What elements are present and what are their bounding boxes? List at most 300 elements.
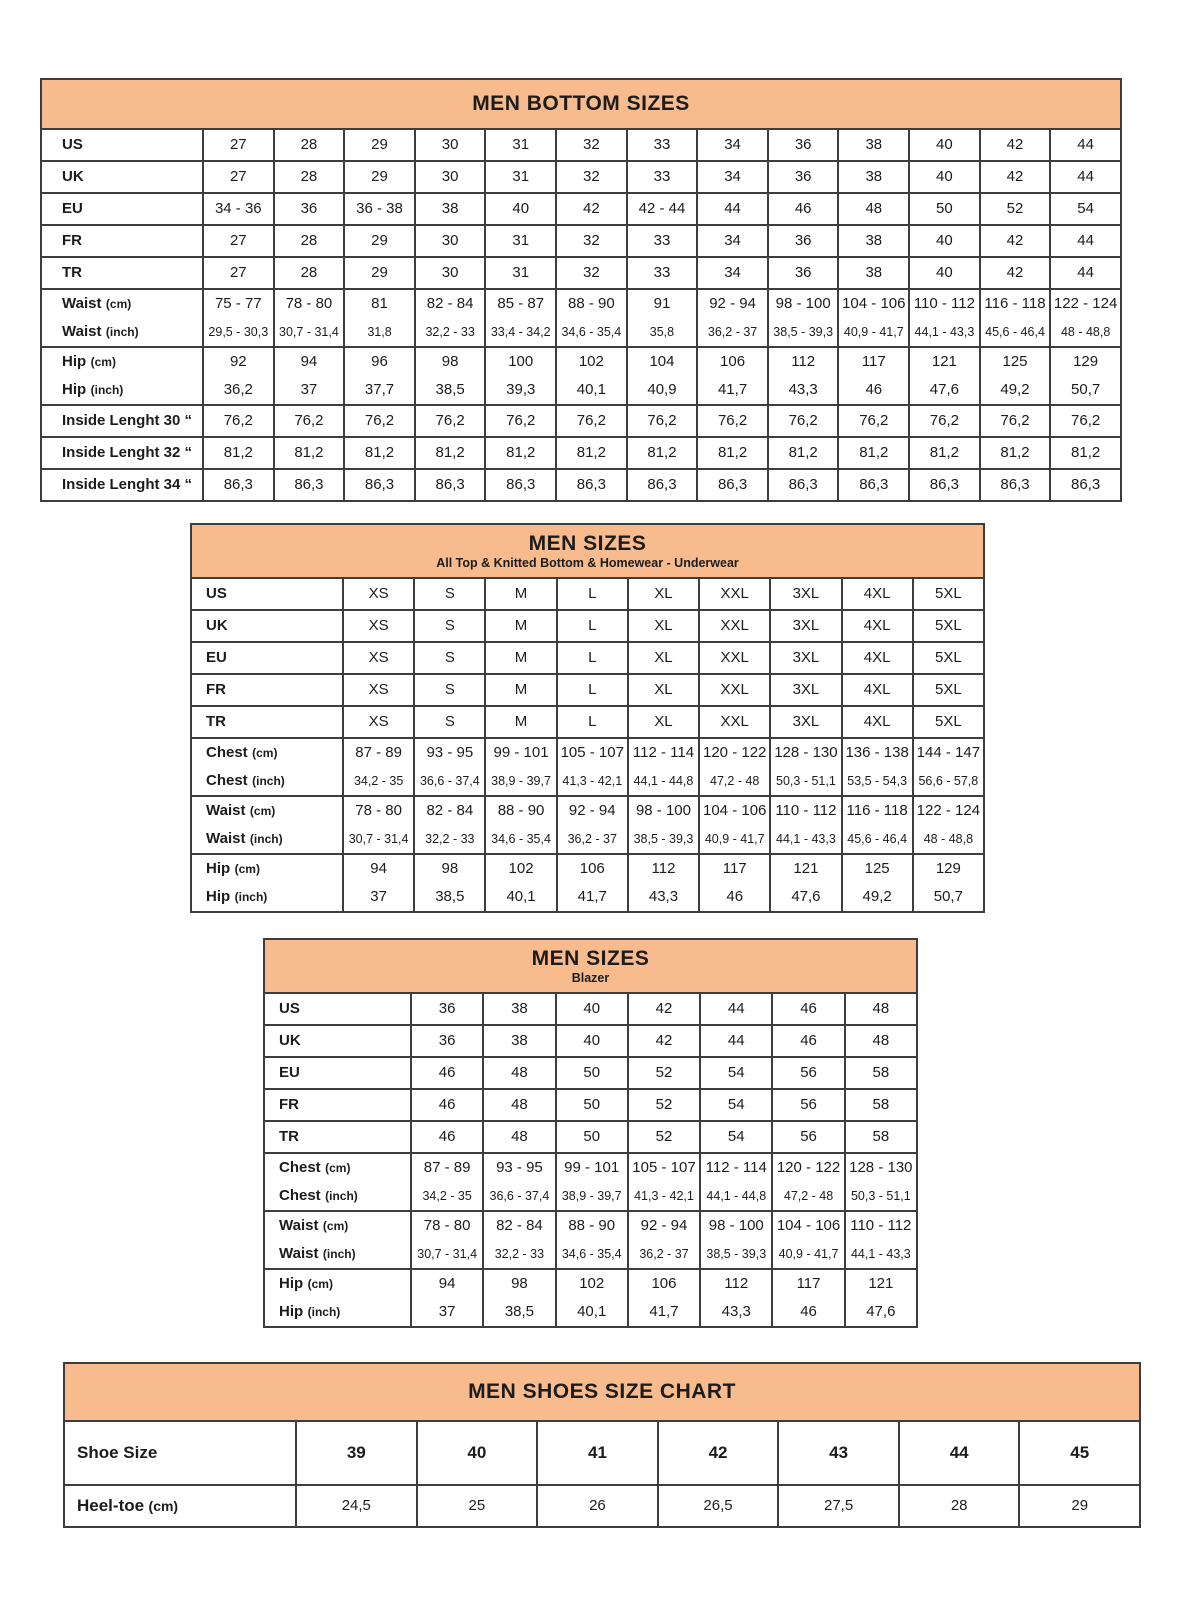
cell-value: 81,2 bbox=[294, 444, 324, 461]
cell-value: 29 bbox=[371, 136, 388, 153]
row-label-text: Chest bbox=[206, 772, 248, 789]
table-column-cell bbox=[699, 1212, 771, 1268]
table-column-cell bbox=[979, 348, 1050, 404]
table-section bbox=[265, 1268, 916, 1326]
cell-value: XL bbox=[654, 713, 673, 730]
table-column-cell bbox=[771, 1090, 843, 1120]
row-label bbox=[62, 348, 202, 376]
cell-value: 38 bbox=[441, 200, 459, 217]
cell-value: 39,3 bbox=[506, 381, 536, 398]
men-sizes-blazer-table bbox=[263, 938, 918, 1328]
table-subtitle: All Top & Knitted Bottom & Homewear - Underwear bbox=[436, 555, 739, 570]
cell-value: 102 bbox=[578, 353, 604, 370]
table-column-cell bbox=[555, 994, 627, 1024]
table-column-cell bbox=[844, 1090, 916, 1120]
cell-value: 41,3 - 42,1 bbox=[562, 774, 623, 788]
table-column-cell bbox=[1018, 1486, 1139, 1526]
table-column-cell bbox=[769, 739, 840, 795]
table-section bbox=[42, 160, 1120, 192]
cell-value: 94 bbox=[300, 353, 318, 370]
cell-value: 26,5 bbox=[703, 1497, 733, 1514]
cell-value: S bbox=[444, 649, 455, 666]
table-column-cell bbox=[343, 470, 414, 500]
cell-value: 144 - 147 bbox=[916, 744, 981, 761]
cell-value: 92 - 94 bbox=[709, 295, 756, 312]
table-column-cell bbox=[410, 1212, 482, 1268]
cell-value: 82 - 84 bbox=[426, 802, 474, 819]
cell-value: 112 - 114 bbox=[705, 1159, 767, 1176]
table-column-cell bbox=[626, 438, 697, 468]
cell-value: 46 bbox=[800, 1000, 817, 1017]
cell-value: 81 bbox=[371, 295, 388, 312]
row-label bbox=[279, 1090, 410, 1120]
cell-value: 5XL bbox=[935, 649, 962, 666]
table-column-cell bbox=[482, 1212, 554, 1268]
cell-value: 86,3 bbox=[929, 476, 959, 493]
cell-value: 88 - 90 bbox=[497, 802, 545, 819]
row-label bbox=[206, 797, 342, 825]
table-column-cell bbox=[696, 258, 767, 288]
table-column-cell bbox=[342, 611, 413, 641]
cell-value: 58 bbox=[872, 1096, 890, 1113]
table-column-cell bbox=[484, 855, 555, 911]
cell-value: 98 bbox=[441, 860, 459, 877]
row-label bbox=[206, 883, 342, 911]
table-column-cell bbox=[898, 1486, 1019, 1526]
cell-value: 30 bbox=[441, 232, 459, 249]
table-column-cell bbox=[410, 1122, 482, 1152]
row-label bbox=[279, 1298, 410, 1326]
cell-value: 47,2 - 48 bbox=[710, 774, 760, 788]
cell-value: 38,9 - 39,7 bbox=[491, 774, 551, 788]
table-column-cell bbox=[767, 258, 838, 288]
cell-value: 43 bbox=[829, 1443, 849, 1462]
table-column-cell bbox=[696, 226, 767, 256]
table-column-cell bbox=[844, 994, 916, 1024]
cell-value: XXL bbox=[720, 681, 749, 698]
row-label-cell bbox=[192, 855, 342, 911]
table-section bbox=[42, 404, 1120, 436]
cell-value: M bbox=[514, 713, 528, 730]
row-label-cell bbox=[42, 438, 202, 468]
table-column-cell bbox=[343, 290, 414, 346]
cell-value: 86,3 bbox=[364, 476, 395, 493]
cell-value: 75 - 77 bbox=[214, 295, 262, 312]
table-column-cell bbox=[769, 579, 840, 609]
cell-value: 41,7 bbox=[649, 1303, 679, 1320]
row-label-text: Waist bbox=[279, 1217, 319, 1234]
cell-value: 54 bbox=[1077, 200, 1094, 217]
cell-value: 42 bbox=[655, 1000, 673, 1017]
row-label-text: FR bbox=[62, 232, 82, 249]
table-column-cell bbox=[626, 130, 697, 160]
cell-value: 46 bbox=[438, 1128, 456, 1145]
cell-value: 36 bbox=[438, 1000, 456, 1017]
table-column-cell bbox=[1049, 470, 1120, 500]
table-column-cell bbox=[837, 406, 908, 436]
cell-value: 49,2 bbox=[862, 888, 892, 905]
table-column-cell bbox=[555, 1090, 627, 1120]
cell-value: 27 bbox=[229, 136, 247, 153]
table-column-cell bbox=[555, 194, 626, 224]
cell-value: 34,2 - 35 bbox=[353, 774, 404, 788]
table-column-cell bbox=[413, 579, 484, 609]
cell-value: 34 bbox=[724, 264, 741, 281]
table-column-cell bbox=[627, 1154, 699, 1210]
row-label bbox=[279, 1122, 410, 1152]
table-column-cell bbox=[555, 1122, 627, 1152]
cell-value: 46 bbox=[438, 1096, 456, 1113]
cell-value: 38 bbox=[865, 168, 883, 185]
cell-value: 28 bbox=[950, 1497, 968, 1514]
table-column-cell bbox=[698, 675, 769, 705]
cell-value: 86,3 bbox=[435, 476, 465, 493]
cell-value: 43,3 bbox=[788, 381, 818, 398]
table-section bbox=[65, 1484, 1139, 1526]
table-column-cell bbox=[484, 130, 555, 160]
row-label-text: Hip bbox=[206, 888, 231, 905]
cell-value: 46 bbox=[800, 1303, 817, 1320]
cell-value: 44 bbox=[724, 200, 741, 217]
table-column-cell bbox=[626, 290, 697, 346]
table-column-cell bbox=[627, 1090, 699, 1120]
cell-value: 56 bbox=[800, 1128, 817, 1145]
table-column-cell bbox=[908, 258, 979, 288]
table-column-cell bbox=[555, 1154, 627, 1210]
cell-value: 47,2 - 48 bbox=[783, 1189, 834, 1203]
row-label-text: Hip bbox=[62, 381, 87, 398]
cell-value: 3XL bbox=[792, 681, 820, 698]
row-label-cell bbox=[42, 348, 202, 404]
table-column-cell bbox=[627, 994, 699, 1024]
row-label-text: TR bbox=[62, 264, 82, 281]
cell-value: 117 bbox=[796, 1275, 821, 1292]
cell-value: 31 bbox=[512, 168, 530, 185]
table-column-cell bbox=[555, 130, 626, 160]
table-column-cell bbox=[413, 855, 484, 911]
table-column-cell bbox=[908, 130, 979, 160]
cell-value: 52 bbox=[655, 1096, 673, 1113]
cell-value: 47,6 bbox=[866, 1303, 896, 1320]
table-column-cell bbox=[908, 290, 979, 346]
cell-value: 40,1 bbox=[577, 1303, 607, 1320]
cell-value: M bbox=[514, 649, 528, 666]
table-column-cell bbox=[273, 194, 344, 224]
cell-value: 38,5 - 39,3 bbox=[633, 832, 694, 846]
row-label bbox=[206, 611, 342, 641]
cell-value: 37 bbox=[370, 888, 387, 905]
cell-value: 48 bbox=[511, 1128, 528, 1145]
cell-value: 50 bbox=[583, 1064, 601, 1081]
cell-value: 98 - 100 bbox=[635, 802, 691, 819]
table-section bbox=[192, 673, 983, 705]
row-label-unit: (inch) bbox=[325, 1189, 358, 1203]
cell-value: 27 bbox=[229, 232, 247, 249]
cell-value: 48 bbox=[511, 1064, 528, 1081]
table-title-bar bbox=[192, 525, 983, 579]
row-label-text: Waist bbox=[62, 295, 102, 312]
table-column-cell bbox=[556, 739, 627, 795]
cell-value: 52 bbox=[655, 1064, 673, 1081]
cell-value: 5XL bbox=[935, 713, 962, 730]
table-column-cell bbox=[416, 1486, 537, 1526]
cell-value: 76,2 bbox=[647, 412, 677, 429]
cell-value: 36 - 38 bbox=[356, 200, 403, 217]
cell-value: 40,1 bbox=[576, 381, 606, 398]
row-label-text: Chest bbox=[279, 1159, 321, 1176]
table-column-cell bbox=[767, 348, 838, 404]
cell-value: 81,2 bbox=[364, 444, 395, 461]
table-column-cell bbox=[771, 1270, 843, 1326]
row-label-cell bbox=[192, 611, 342, 641]
cell-value: 44,1 - 44,8 bbox=[706, 1189, 767, 1203]
cell-value: 46 bbox=[726, 888, 744, 905]
table-section bbox=[265, 994, 916, 1024]
table-column-cell bbox=[342, 855, 413, 911]
table-column-cell bbox=[414, 162, 485, 192]
table-column-cell bbox=[979, 194, 1050, 224]
cell-value: 98 - 100 bbox=[708, 1217, 764, 1234]
cell-value: 34 bbox=[724, 168, 741, 185]
table-section bbox=[42, 346, 1120, 404]
cell-value: 40 bbox=[583, 1032, 601, 1049]
cell-value: 36,6 - 37,4 bbox=[419, 774, 480, 788]
cell-value: XL bbox=[654, 681, 673, 698]
cell-value: 98 - 100 bbox=[775, 295, 831, 312]
cell-value: 104 bbox=[649, 353, 675, 370]
table-column-cell bbox=[343, 258, 414, 288]
cell-value: 88 - 90 bbox=[568, 1217, 616, 1234]
table-column-cell bbox=[767, 226, 838, 256]
table-column-cell bbox=[771, 994, 843, 1024]
table-column-cell bbox=[556, 643, 627, 673]
row-label-text: US bbox=[279, 1000, 300, 1017]
cell-value: 48 bbox=[872, 1032, 890, 1049]
table-column-cell bbox=[912, 611, 983, 641]
row-label-cell bbox=[42, 470, 202, 500]
row-label-text: Inside Lenght 32 “ bbox=[62, 444, 193, 461]
cell-value: 93 - 95 bbox=[426, 744, 474, 761]
cell-value: 98 bbox=[511, 1275, 528, 1292]
cell-value: XS bbox=[368, 617, 389, 634]
cell-value: 106 bbox=[720, 353, 746, 370]
men-sizes-tops-table bbox=[190, 523, 985, 913]
cell-value: 106 bbox=[651, 1275, 677, 1292]
cell-value: 92 - 94 bbox=[640, 1217, 688, 1234]
table-title: MEN SIZES bbox=[531, 946, 650, 970]
table-column-cell bbox=[1049, 438, 1120, 468]
table-column-cell bbox=[556, 579, 627, 609]
cell-value: 102 bbox=[579, 1275, 605, 1292]
table-column-cell bbox=[295, 1486, 416, 1526]
table-column-cell bbox=[627, 1026, 699, 1056]
row-label-unit: (inch) bbox=[234, 890, 268, 904]
table-column-cell bbox=[767, 406, 838, 436]
table-column-cell bbox=[484, 707, 555, 737]
cell-value: 28 bbox=[300, 168, 318, 185]
cell-value: 87 - 89 bbox=[423, 1159, 471, 1176]
table-column-cell bbox=[556, 675, 627, 705]
row-label bbox=[62, 130, 202, 160]
cell-value: 58 bbox=[872, 1064, 890, 1081]
table-column-cell bbox=[841, 707, 912, 737]
row-label-cell bbox=[192, 675, 342, 705]
row-label-cell bbox=[42, 194, 202, 224]
table-column-cell bbox=[343, 162, 414, 192]
cell-value: 81,2 bbox=[929, 444, 959, 461]
cell-value: 38,9 - 39,7 bbox=[561, 1189, 622, 1203]
cell-value: 27 bbox=[229, 168, 247, 185]
cell-value: 36 bbox=[794, 264, 812, 281]
cell-value: 58 bbox=[872, 1128, 890, 1145]
cell-value: 45,6 - 46,4 bbox=[985, 325, 1045, 339]
cell-value: 81,2 bbox=[1071, 444, 1101, 461]
table-column-cell bbox=[413, 675, 484, 705]
cell-value: 76,2 bbox=[576, 412, 606, 429]
table-column-cell bbox=[837, 194, 908, 224]
cell-value: 36,2 bbox=[223, 381, 253, 398]
cell-value: 32 bbox=[583, 232, 600, 249]
cell-value: 86,3 bbox=[859, 476, 889, 493]
table-section bbox=[42, 288, 1120, 346]
cell-value: 116 - 118 bbox=[984, 295, 1046, 312]
cell-value: 38 bbox=[865, 232, 883, 249]
row-label-cell bbox=[42, 162, 202, 192]
table-column-cell bbox=[627, 1058, 699, 1088]
table-column-cell bbox=[844, 1154, 916, 1210]
table-column-cell bbox=[912, 675, 983, 705]
cell-value: 33,4 - 34,2 bbox=[490, 325, 551, 339]
row-label-cell bbox=[192, 739, 342, 795]
table-column-cell bbox=[482, 1090, 554, 1120]
cell-value: 122 - 124 bbox=[1053, 295, 1118, 312]
table-column-cell bbox=[1049, 194, 1120, 224]
cell-value: 42 bbox=[1006, 232, 1024, 249]
cell-value: 40 bbox=[936, 232, 953, 249]
cell-value: 50 bbox=[583, 1128, 601, 1145]
cell-value: 44 bbox=[1077, 264, 1094, 281]
cell-value: S bbox=[444, 713, 455, 730]
cell-value: 32,2 - 33 bbox=[425, 325, 475, 339]
row-label-text: TR bbox=[206, 713, 226, 730]
cell-value: XL bbox=[654, 617, 673, 634]
row-label bbox=[62, 376, 202, 404]
row-label-unit: (cm) bbox=[252, 746, 278, 760]
cell-value: 128 - 130 bbox=[849, 1159, 913, 1176]
cell-value: 43,3 bbox=[721, 1303, 751, 1320]
cell-value: 32,2 - 33 bbox=[494, 1247, 545, 1261]
cell-value: 46 bbox=[438, 1064, 456, 1081]
cell-value: 76,2 bbox=[223, 412, 253, 429]
table-column-cell bbox=[484, 226, 555, 256]
table-column-cell bbox=[555, 1058, 627, 1088]
cell-value: 92 - 94 bbox=[568, 802, 616, 819]
table-column-cell bbox=[908, 162, 979, 192]
table-column-cell bbox=[482, 1058, 554, 1088]
cell-value: 46 bbox=[800, 1032, 817, 1049]
table-column-cell bbox=[1049, 130, 1120, 160]
table-column-cell bbox=[908, 226, 979, 256]
cell-value: 38,5 - 39,3 bbox=[706, 1247, 767, 1261]
table-section bbox=[265, 1024, 916, 1056]
cell-value: 40,9 - 41,7 bbox=[704, 832, 765, 846]
row-label bbox=[279, 1212, 410, 1240]
cell-value: 28 bbox=[300, 264, 318, 281]
cell-value: 44,1 - 43,3 bbox=[850, 1247, 911, 1261]
cell-value: 110 - 112 bbox=[775, 802, 837, 819]
table-column-cell bbox=[202, 406, 273, 436]
table-column-cell bbox=[771, 1122, 843, 1152]
table-column-cell bbox=[626, 226, 697, 256]
table-body bbox=[265, 994, 916, 1326]
cell-value: 34,6 - 35,4 bbox=[561, 325, 622, 339]
cell-value: 76,2 bbox=[859, 412, 889, 429]
cell-value: 42 bbox=[708, 1443, 728, 1462]
row-label-unit: (inch) bbox=[105, 325, 139, 339]
table-column-cell bbox=[837, 438, 908, 468]
row-label-unit: (inch) bbox=[322, 1247, 356, 1261]
table-column-cell bbox=[273, 130, 344, 160]
table-column-cell bbox=[482, 994, 554, 1024]
cell-value: 54 bbox=[727, 1096, 745, 1113]
cell-value: 5XL bbox=[935, 617, 962, 634]
row-label-cell bbox=[42, 258, 202, 288]
cell-value: 32 bbox=[583, 168, 600, 185]
cell-value: 31 bbox=[512, 232, 530, 249]
cell-value: 76,2 bbox=[506, 412, 536, 429]
table-column-cell bbox=[769, 643, 840, 673]
cell-value: 44,1 - 43,3 bbox=[914, 325, 975, 339]
row-label-cell bbox=[65, 1422, 295, 1484]
row-label-cell bbox=[192, 797, 342, 853]
table-column-cell bbox=[626, 470, 697, 500]
table-section bbox=[265, 1152, 916, 1210]
cell-value: 4XL bbox=[863, 649, 891, 666]
cell-value: 50,3 - 51,1 bbox=[850, 1189, 911, 1203]
table-section bbox=[42, 224, 1120, 256]
table-column-cell bbox=[202, 130, 273, 160]
row-label-cell bbox=[265, 994, 410, 1024]
cell-value: 128 - 130 bbox=[774, 744, 838, 761]
table-column-cell bbox=[696, 470, 767, 500]
table-column-cell bbox=[342, 579, 413, 609]
table-column-cell bbox=[769, 855, 840, 911]
table-column-cell bbox=[979, 406, 1050, 436]
cell-value: 121 bbox=[793, 860, 819, 877]
table-section bbox=[265, 1056, 916, 1088]
cell-value: 4XL bbox=[863, 681, 891, 698]
cell-value: 40 bbox=[936, 264, 953, 281]
table-column-cell bbox=[979, 130, 1050, 160]
table-column-cell bbox=[769, 707, 840, 737]
cell-value: 44 bbox=[727, 1032, 745, 1049]
cell-value: 3XL bbox=[792, 585, 820, 602]
table-column-cell bbox=[699, 1090, 771, 1120]
row-label-cell bbox=[265, 1122, 410, 1152]
cell-value: XL bbox=[654, 585, 673, 602]
table-column-cell bbox=[202, 162, 273, 192]
table-column-cell bbox=[699, 1154, 771, 1210]
table-column-cell bbox=[696, 438, 767, 468]
row-label-cell bbox=[265, 1212, 410, 1268]
cell-value: 38,5 bbox=[435, 381, 465, 398]
cell-value: 31,8 bbox=[367, 325, 392, 339]
row-label-cell bbox=[192, 643, 342, 673]
table-column-cell bbox=[837, 130, 908, 160]
cell-value: 36,2 - 37 bbox=[707, 325, 758, 339]
row-label-text: Chest bbox=[279, 1187, 321, 1204]
cell-value: 44 bbox=[1077, 168, 1094, 185]
